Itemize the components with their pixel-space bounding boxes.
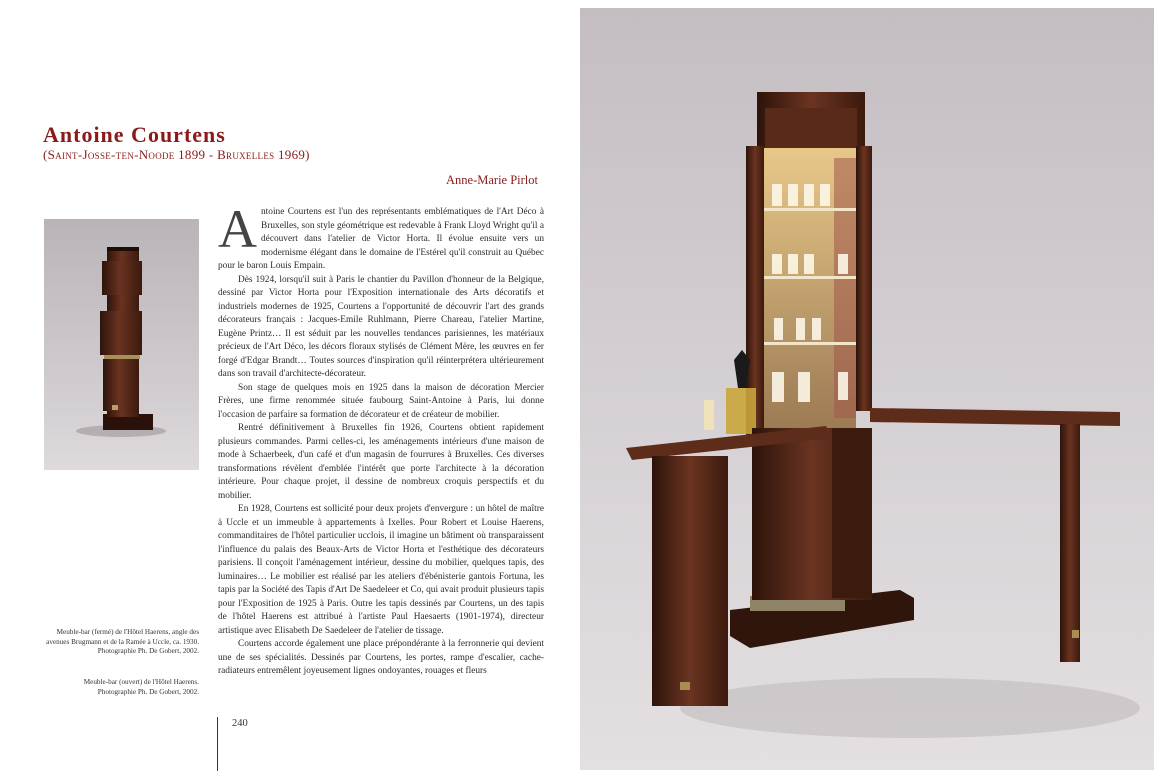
article-body [218, 199, 544, 679]
page-number: 240 [232, 718, 248, 729]
paragraph: Son stage de quelques mois en 1925 dans la maison de décoration Mercier Frères, une firme renommée située faubourg Saint-Antoine à Paris, lui donne l'occasion de parfaire sa formation de décorateur et de créateur de mobilier. [218, 382, 544, 420]
caption-open: Meuble-bar (ouvert) de l'Hôtel Haerens. Photographie Ph. De Gobert, 2002. [83, 678, 199, 696]
article-author: Anne-Marie Pirlot [446, 173, 538, 187]
paragraph: Dès 1924, lorsqu'il suit à Paris le chantier du Pavillon d'honneur de la Belgique, dessiné par Victor Horta pour l'Exposition internationale des Arts décoratifs et industriels modernes de 1925, Courtens a l'opportunité de découvrir l'art des grands décorateurs français : Jacques-Emile Ruhlmann, Pierre Chareau, l'atelier Martine, Eugène Printz… Il est séduit par les nouvelles tendances parisiennes, les matériaux précieux de l'Art Déco, les décors floraux stylisés de Clément Mère, les œuvres en fer forgé d'Edgar Brandt… Toutes sources d'inspiration qu'il réinterprétera ultérieurement dans son travail d'architecte-décorateur. [218, 274, 544, 379]
drop-cap: A [218, 199, 257, 259]
article-subtitle: (Saint-Josse-ten-Noode 1899 - Bruxelles 1969) [43, 147, 310, 162]
photo-bar-cabinet-open [580, 8, 1154, 770]
caption-closed: Meuble-bar (fermé) de l'Hôtel Haerens, angle des avenues Brugmann et de la Ramée à Uccle, ca. 1930. Photographie Ph. De Gobert, 2002. [46, 628, 199, 656]
paragraph: En 1928, Courtens est sollicité pour deux projets d'envergure : un hôtel de maître à Uccle et un immeuble à appartements à Ixelles. Pour Robert et Louise Haerens, commanditaires de l'hôtel particulier ucclois, il imagine un bâtiment où transparaissent l'influence du palais des Beaux-Arts de Victor Horta et l'esthétique des décorateurs parisiens. Il conçoit l'aménagement intérieur, dessine du mobilier, quelques tapis, des luminaires… Le mobilier est réalisé par les ateliers d'ébénisterie gantois Fortuna, les tapis par la Société des Tapis d'Art De Saedeleer et Co, qui avait produit plusieurs tapis pour l'Exposition de 1925 à Paris. Outre les tapis dessinés par Courtens, un des tapis de l'hôtel Haerens est attribué à l'artiste Paul Haesaerts (1901-1974), directeur artistique avec Elisabeth De Saedeleer de l'atelier de tissage. [218, 504, 544, 636]
article-title: Antoine Courtens [43, 122, 226, 147]
paragraph: Courtens accorde également une place prépondérante à la ferronnerie qui devient une de ses spécialités. Dessinés par Courtens, les portes, rampe d'escalier, cache-radiateurs entremêlent joyeusement lignes ondoyantes, rouages et fleurs [218, 639, 544, 676]
page-rule [217, 717, 218, 771]
paragraph: Antoine Courtens est l'un des représentants emblématiques de l'Art Déco à Bruxelles, son style géométrique est redevable à Frank Lloyd Wright qu'il a découvert dans l'atelier de Victor Horta. Il évolue ensuite vers un modernisme élégant dans le domaine de l'Estérel qu'il construit au Québec pour le baron Louis Empain. [218, 199, 544, 271]
paragraph: Rentré définitivement à Bruxelles fin 1926, Courtens obtient rapidement plusieurs commandes. Parmi celles-ci, les aménagements intérieurs d'une maison de mode à Schaerbeek, d'un café et d'un magasin de fourrures à Bruxelles. Ces diverses transformations révèlent d'emblée l'intérêt que porte l'architecte à la décoration intérieure. Pour chaque projet, il dessine de nombreux croquis perspectifs et du mobilier. [218, 423, 544, 501]
photo-bar-cabinet-closed [44, 219, 199, 470]
